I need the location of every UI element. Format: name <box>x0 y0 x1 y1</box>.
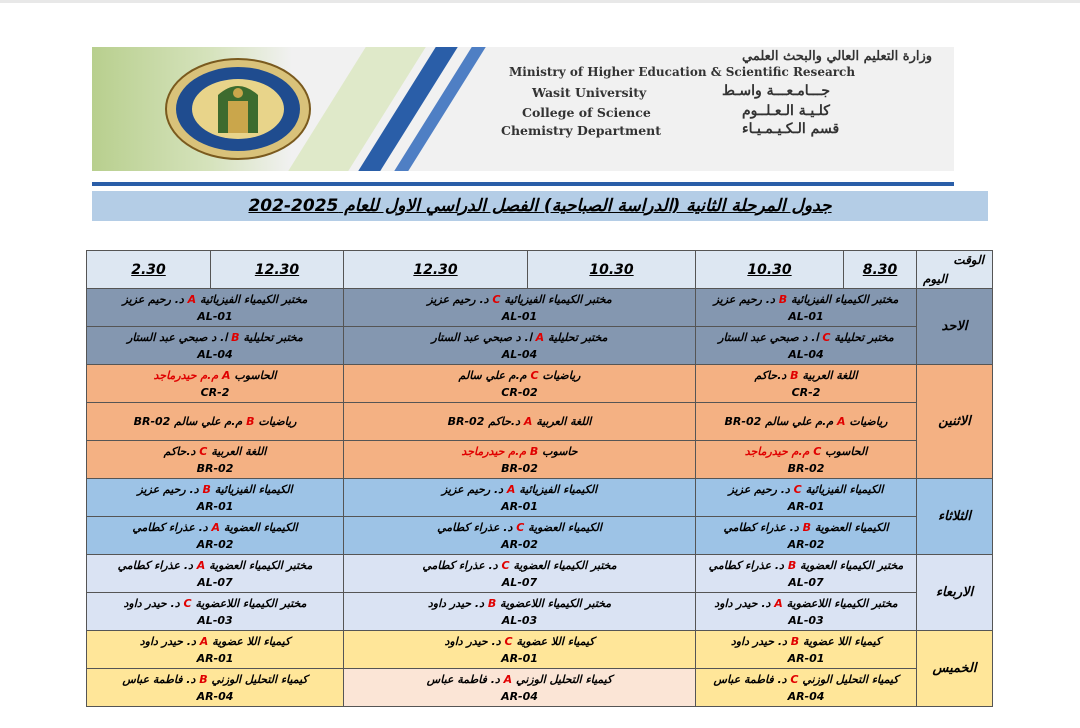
class-cell <box>344 669 696 707</box>
class-cell <box>696 517 917 555</box>
time-slot: 8.30 <box>844 251 917 289</box>
room-code: AR-01 <box>196 499 234 513</box>
group-label: A <box>222 368 231 382</box>
table-row <box>87 403 993 441</box>
group-label: C <box>530 368 539 382</box>
subject-name: كيمياء اللا عضوية <box>212 634 291 648</box>
top-border <box>0 0 1080 3</box>
class-cell <box>344 441 696 479</box>
group-label: B <box>199 672 208 686</box>
room-code: AL-01 <box>197 309 233 323</box>
teacher-name: د. عذراء كطامي <box>117 558 193 572</box>
room-code: BR-02 <box>196 461 234 475</box>
class-cell <box>344 555 696 593</box>
subject-name: الكيمياء العضوية <box>528 520 602 534</box>
table-row <box>87 669 993 707</box>
room-code: AR-01 <box>501 499 538 513</box>
day-thu: الخميس <box>917 631 993 707</box>
header-rule <box>92 182 954 186</box>
teacher-name: د. عذراء كطامي <box>708 558 784 572</box>
room-code: AR-02 <box>787 537 825 551</box>
teacher-name: د.حاكم <box>163 444 196 458</box>
teacher-name: ا. د صبحي عبد الستار <box>718 330 819 344</box>
teacher-name: م.م علي سالم BR-02 <box>724 415 834 428</box>
class-cell <box>87 327 344 365</box>
group-label: A <box>199 634 209 648</box>
university-arabic: جـــامـعـــة واسـط <box>722 83 831 99</box>
group-label: C <box>790 672 799 686</box>
table-row <box>87 555 993 593</box>
corner-cell <box>917 251 993 289</box>
group-label: B <box>790 634 800 648</box>
room-code: CR-02 <box>501 385 538 399</box>
teacher-name: د. رحيم عزيز <box>713 292 775 306</box>
room-code: AR-02 <box>501 537 538 551</box>
room-code: AL-07 <box>501 575 538 589</box>
subject-name: اللغة العربية <box>536 415 592 428</box>
room-code: AL-04 <box>197 347 233 361</box>
class-cell <box>87 479 344 517</box>
table-row <box>87 327 993 365</box>
group-label: B <box>790 368 799 382</box>
day-sun: الاحد <box>917 289 993 365</box>
group-label: A <box>774 596 783 610</box>
teacher-name: د. فاطمة عباس <box>122 672 196 686</box>
subject-name: الكيمياء الفيزيائية <box>519 482 598 496</box>
teacher-name: م.م حيدرماجد <box>153 368 219 382</box>
class-cell <box>344 365 696 403</box>
subject-name: مختبر الكيمياء الفيزيائية <box>790 292 899 306</box>
room-code: AR-01 <box>501 651 538 665</box>
teacher-name: ا. د صبحي عبد الستار <box>431 330 532 344</box>
group-label: A <box>211 520 221 534</box>
room-code: AL-03 <box>788 613 824 627</box>
room-code: CR-2 <box>791 385 821 399</box>
class-cell <box>87 441 344 479</box>
teacher-name: د.حاكم BR-02 <box>447 415 520 428</box>
subject-name: الكيمياء الفيزيائية <box>214 482 293 496</box>
group-label: C <box>813 444 822 458</box>
table-row <box>87 365 993 403</box>
subject-name: مختبر الكيمياء اللاعضوية <box>500 596 612 610</box>
teacher-name: د. عذراء كطامي <box>132 520 208 534</box>
subject-name: رياضيات <box>258 415 297 428</box>
class-cell <box>87 669 344 707</box>
table-row <box>87 479 993 517</box>
class-cell <box>696 327 917 365</box>
class-cell <box>87 631 344 669</box>
room-code: AR-02 <box>196 537 234 551</box>
subject-name: مختبر الكيمياء العضوية <box>800 558 904 572</box>
department-arabic: قسم الـكـيـمـيـاء <box>742 121 840 137</box>
page-title: جدول المرحلة الثانية (الدراسة الصباحية) الفصل الدراسي الاول للعام 2025-202 <box>92 191 988 221</box>
group-label: A <box>837 415 846 428</box>
room-code: AL-07 <box>197 575 233 589</box>
schedule-table <box>86 250 993 707</box>
subject-name: مختبر الكيمياء الفيزيائية <box>504 292 612 306</box>
time-slot: 2.30 <box>87 251 211 289</box>
class-cell <box>344 289 696 327</box>
teacher-name: د. فاطمة عباس <box>426 672 500 686</box>
subject-name: الكيمياء العضوية <box>223 520 298 534</box>
subject-name: رياضيات <box>849 415 888 428</box>
ministry-english: Ministry of Higher Education & Scientific Research <box>509 65 856 79</box>
group-label: A <box>535 330 545 344</box>
group-label: B <box>787 558 797 572</box>
teacher-name: د. عذراء كطامي <box>422 558 498 572</box>
table-row <box>87 289 993 327</box>
teacher-name: م.م حيدرماجد <box>744 444 810 458</box>
college-arabic: كلـيـة الـعـلــوم <box>742 103 830 119</box>
group-label: C <box>199 444 208 458</box>
class-cell <box>344 403 696 441</box>
group-label: A <box>523 415 533 428</box>
class-cell <box>87 403 344 441</box>
group-label: C <box>793 482 802 496</box>
teacher-name: د. فاطمة عباس <box>713 672 787 686</box>
class-cell <box>87 593 344 631</box>
subject-name: رياضيات <box>542 368 581 382</box>
class-cell <box>344 479 696 517</box>
room-code: AR-01 <box>787 499 825 513</box>
group-label: A <box>196 558 206 572</box>
room-code: AR-04 <box>196 689 234 703</box>
teacher-name: ا. د صبحي عبد الستار <box>127 330 228 344</box>
class-cell <box>696 555 917 593</box>
group-label: C <box>504 634 513 648</box>
group-label: A <box>503 672 513 686</box>
time-slot: 10.30 <box>528 251 696 289</box>
room-code: AL-07 <box>788 575 824 589</box>
class-cell <box>87 517 344 555</box>
teacher-name: د. رحيم عزيز <box>728 482 790 496</box>
class-cell <box>696 479 917 517</box>
class-cell <box>696 365 917 403</box>
teacher-name: د. عذراء كطامي <box>723 520 799 534</box>
teacher-name: د. حيدر داود <box>427 596 484 610</box>
university-english: Wasit University <box>532 85 647 100</box>
group-label: B <box>246 415 255 428</box>
time-slot: 12.30 <box>211 251 344 289</box>
subject-name: كيمياء التحليل الوزني <box>802 672 899 686</box>
university-logo-icon <box>162 55 314 163</box>
group-label: A <box>187 292 197 306</box>
teacher-name: م.م حيدرماجد <box>461 444 527 458</box>
teacher-name: د. رحيم عزيز <box>122 292 184 306</box>
room-code: BR-02 <box>787 461 825 475</box>
subject-name: الكيمياء الفيزيائية <box>805 482 884 496</box>
time-header-row <box>87 251 993 289</box>
teacher-name: د. حيدر داود <box>139 634 196 648</box>
subject-name: الحاسوب <box>825 444 868 458</box>
group-label: C <box>492 292 501 306</box>
class-cell <box>696 631 917 669</box>
room-code: AL-01 <box>788 309 824 323</box>
time-slot: 12.30 <box>344 251 528 289</box>
class-cell <box>344 327 696 365</box>
day-tue: الثلاثاء <box>917 479 993 555</box>
teacher-name: د. رحيم عزيز <box>441 482 504 496</box>
group-label: C <box>183 596 192 610</box>
class-cell <box>87 365 344 403</box>
class-cell <box>696 403 917 441</box>
group-label: B <box>487 596 497 610</box>
group-label: B <box>778 292 788 306</box>
teacher-name: م.م علي سالم <box>458 368 527 382</box>
room-code: AL-03 <box>197 613 233 627</box>
class-cell <box>696 593 917 631</box>
college-english: College of Science <box>522 105 651 120</box>
subject-name: الكيمياء العضوية <box>814 520 889 534</box>
corner-time-label: الوقت <box>953 253 984 267</box>
subject-name: مختبر تحليلية <box>547 330 608 344</box>
subject-name: مختبر الكيمياء العضوية <box>513 558 617 572</box>
class-cell <box>87 555 344 593</box>
room-code: AL-04 <box>501 347 538 361</box>
teacher-name: د. رحيم عزيز <box>137 482 199 496</box>
subject-name: كيمياء اللا عضوية <box>803 634 882 648</box>
class-cell <box>696 669 917 707</box>
subject-name: حاسوب <box>542 444 578 458</box>
group-label: B <box>231 330 240 344</box>
teacher-name: م.م علي سالم BR-02 <box>133 415 243 428</box>
room-code: AR-04 <box>501 689 538 703</box>
teacher-name: د. رحيم عزيز <box>427 292 489 306</box>
subject-name: كيمياء اللا عضوية <box>516 634 595 648</box>
class-cell <box>696 289 917 327</box>
letterhead <box>92 47 954 171</box>
group-label: C <box>501 558 510 572</box>
ministry-arabic: وزارة التعليم العالي والبحث العلمي <box>742 49 933 64</box>
subject-name: الحاسوب <box>234 368 277 382</box>
subject-name: كيمياء التحليل الوزني <box>211 672 308 686</box>
group-label: B <box>202 482 211 496</box>
day-mon: الاثنين <box>917 365 993 479</box>
day-wed: الاربعاء <box>917 555 993 631</box>
teacher-name: د. حيدر داود <box>444 634 501 648</box>
teacher-name: د. عذراء كطامي <box>437 520 513 534</box>
class-cell <box>344 631 696 669</box>
subject-name: مختبر الكيمياء العضوية <box>209 558 313 572</box>
room-code: AR-04 <box>787 689 825 703</box>
table-row <box>87 517 993 555</box>
room-code: AR-01 <box>196 651 234 665</box>
group-label: A <box>506 482 516 496</box>
class-cell <box>87 289 344 327</box>
subject-name: مختبر الكيمياء اللاعضوية <box>786 596 898 610</box>
time-slot: 10.30 <box>696 251 844 289</box>
teacher-name: د. حيدر داود <box>714 596 771 610</box>
subject-name: اللغة العربية <box>802 368 858 382</box>
teacher-name: د.حاكم <box>754 368 787 382</box>
group-label: B <box>529 444 539 458</box>
room-code: BR-02 <box>501 461 538 475</box>
corner-day-label: اليوم <box>923 272 948 286</box>
room-code: AL-04 <box>788 347 824 361</box>
teacher-name: د. حيدر داود <box>730 634 787 648</box>
room-code: AL-01 <box>501 309 538 323</box>
table-row <box>87 631 993 669</box>
subject-name: كيمياء التحليل الوزني <box>516 672 613 686</box>
teacher-name: د. حيدر داود <box>123 596 180 610</box>
group-label: C <box>822 330 831 344</box>
room-code: AR-01 <box>787 651 825 665</box>
room-code: AL-03 <box>501 613 538 627</box>
subject-name: مختبر تحليلية <box>834 330 894 344</box>
group-label: C <box>516 520 525 534</box>
subject-name: مختبر الكيمياء الفيزيائية <box>200 292 308 306</box>
subject-name: مختبر الكيمياء اللاعضوية <box>195 596 307 610</box>
class-cell <box>344 593 696 631</box>
room-code: CR-2 <box>200 385 230 399</box>
subject-name: مختبر تحليلية <box>243 330 303 344</box>
class-cell <box>344 517 696 555</box>
class-cell <box>696 441 917 479</box>
department-english: Chemistry Department <box>501 123 662 138</box>
table-row <box>87 593 993 631</box>
table-row <box>87 441 993 479</box>
group-label: B <box>802 520 811 534</box>
subject-name: اللغة العربية <box>211 444 267 458</box>
